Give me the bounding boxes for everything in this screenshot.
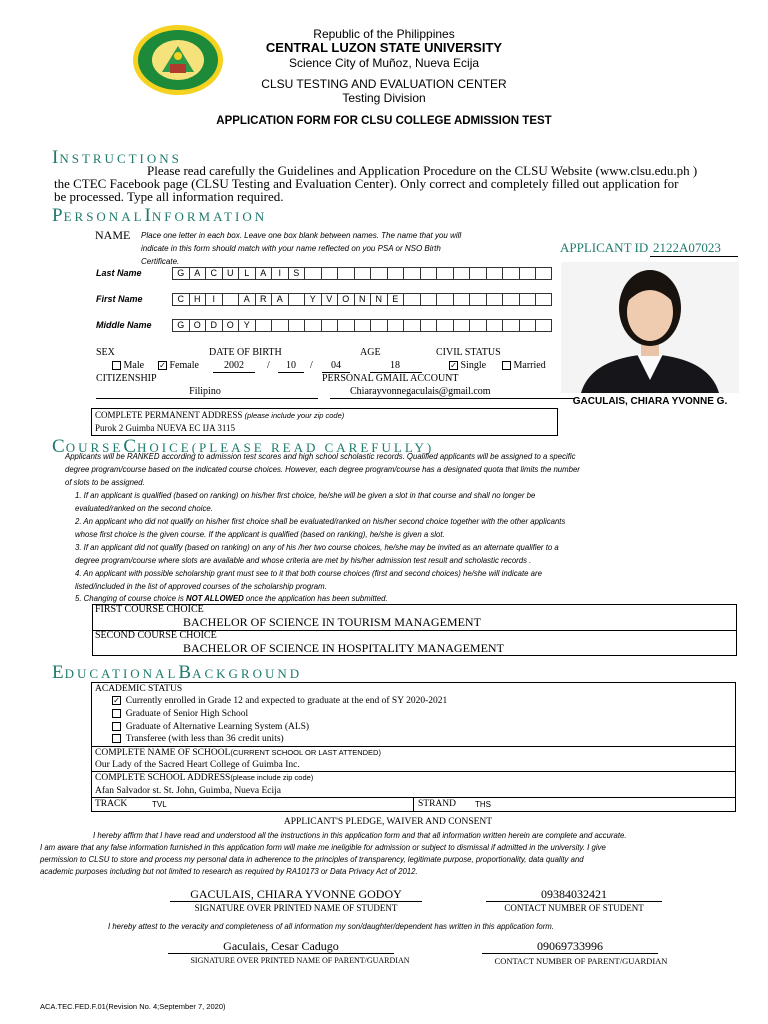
first-name-letter-box[interactable] <box>535 293 552 306</box>
middle-name-letter-box[interactable]: O <box>222 319 239 332</box>
applicant-id-label: APPLICANT ID <box>560 240 649 255</box>
middle-name-label: Middle Name <box>96 320 152 330</box>
applicant-id: 2122A07023 <box>653 240 721 255</box>
middle-name-letter-box[interactable] <box>420 319 437 332</box>
track-value[interactable]: TVL <box>152 800 167 809</box>
strand-label: STRAND <box>418 799 457 809</box>
testing-division: Testing Division <box>342 91 426 105</box>
citizenship-label: CITIZENSHIP <box>96 373 157 384</box>
course-para-1: Applicants will be RANKED according to admission test scores and high school scholastic records. Qualified applicants will be assigned to a specific <box>65 452 576 461</box>
middle-name-letter-box[interactable] <box>453 319 470 332</box>
name-note-3: Certificate. <box>141 257 180 266</box>
course-para-2: degree program/course based on the indicated course choices. However, each degree program/course has a designated quota that limits the number <box>65 465 580 474</box>
student-name[interactable]: GACULAIS, CHIARA YVONNE GODOY <box>190 887 402 901</box>
status-option-2[interactable]: Graduate of Senior High School <box>112 709 248 719</box>
first-name-letter-box[interactable]: A <box>271 293 288 306</box>
middle-name-letter-box[interactable] <box>271 319 288 332</box>
course-rule-3a: 3. If an applicant did not qualify (based on ranking) on any of his /her two course choices, he/she may be invited as an alternate qualifier to a <box>75 543 559 552</box>
last-name-letter-box[interactable]: I <box>271 267 288 280</box>
first-name-letter-box[interactable] <box>486 293 503 306</box>
name-note-2: indicate in this form should match with your name reflected on you PSA or NSO Birth <box>141 244 441 253</box>
civil-status-label: CIVIL STATUS <box>436 347 501 358</box>
instructions-line-1: Please read carefully the Guidelines and Application Procedure on the CLSU Website (www.clsu.edu.ph ) <box>147 163 698 178</box>
instructions-line-3: be processed. Type all information required. <box>54 189 284 204</box>
first-name-letter-box[interactable] <box>420 293 437 306</box>
middle-name-letter-box[interactable] <box>354 319 371 332</box>
strand-value[interactable]: THS <box>475 800 491 809</box>
course-rule-2b: whose first choice is the given course. If the applicant is qualified (based on ranking), he/she is given a slot. <box>75 530 445 539</box>
dob-slash-2: / <box>310 360 313 371</box>
school-name-value[interactable]: Our Lady of the Sacred Heart College of Guimba Inc. <box>95 760 300 770</box>
pledge-line-1: I hereby affirm that I have read and understood all the instructions in this application form and that all information written herein are complete and accurate. <box>93 831 627 840</box>
republic-text: Republic of the Philippines <box>313 27 455 41</box>
first-name-letter-box[interactable] <box>288 293 305 306</box>
parent-contact[interactable]: 09069733996 <box>537 939 603 953</box>
first-name-letter-box[interactable] <box>469 293 486 306</box>
status-option-3[interactable]: Graduate of Alternative Learning System (ALS) <box>112 722 309 732</box>
dob-year[interactable]: 2002 <box>224 360 244 371</box>
pledge-line-3: permission to CLSU to store and process my personal data in adherence to the principles of transparency, legitimate purpose, proportionality, data quality and <box>40 855 584 864</box>
education-heading: EDUCATIONALBACKGROUND <box>52 662 303 683</box>
first-name-letter-box[interactable]: O <box>337 293 354 306</box>
last-name-letter-box[interactable]: A <box>189 267 206 280</box>
pledge-title: APPLICANT'S PLEDGE, WAIVER AND CONSENT <box>283 817 493 827</box>
address-value[interactable]: Purok 2 Guimba NUEVA EC IJA 3115 <box>95 423 236 433</box>
student-contact[interactable]: 09384032421 <box>541 887 607 901</box>
middle-name-letter-box[interactable] <box>387 319 404 332</box>
testing-center: CLSU TESTING AND EVALUATION CENTER <box>261 77 507 91</box>
first-name-letter-box[interactable]: R <box>255 293 272 306</box>
middle-name-letter-box[interactable] <box>535 319 552 332</box>
parent-name[interactable]: Gaculais, Cesar Cadugo <box>223 939 339 953</box>
course-rule-4a: 4. An applicant with possible scholarship grant must see to it that both course choices (first and second choices) he/she will indicate are <box>75 569 542 578</box>
address-label: COMPLETE PERMANENT ADDRESS (please include your zip code) <box>95 410 345 420</box>
last-name-letter-box[interactable] <box>502 267 519 280</box>
sex-male-option[interactable]: Male <box>112 360 144 371</box>
last-name-letter-box[interactable] <box>354 267 371 280</box>
middle-name-letter-box[interactable] <box>255 319 272 332</box>
course-choice-heading: COURSECHOICE(PLEASE READ CAREFULLY) <box>52 436 435 457</box>
last-name-letter-box[interactable] <box>436 267 453 280</box>
middle-name-boxes[interactable] <box>172 319 552 332</box>
first-name-letter-box[interactable]: I <box>205 293 222 306</box>
first-name-letter-box[interactable]: N <box>370 293 387 306</box>
last-name-letter-box[interactable] <box>453 267 470 280</box>
name-label: NAME <box>95 228 131 242</box>
age-label: AGE <box>360 347 381 358</box>
gmail-label: PERSONAL GMAIL ACCOUNT <box>322 373 459 384</box>
last-name-letter-box[interactable]: A <box>255 267 272 280</box>
first-name-letter-box[interactable]: C <box>172 293 189 306</box>
first-name-letter-box[interactable]: N <box>354 293 371 306</box>
last-name-letter-box[interactable]: G <box>172 267 189 280</box>
last-name-letter-box[interactable]: L <box>238 267 255 280</box>
instructions-line-2: the CTEC Facebook page (CLSU Testing and Evaluation Center). Only correct and completely filled out application for <box>54 176 679 191</box>
status-option-4[interactable]: Transferee (with less than 36 credit units) <box>112 734 284 744</box>
last-name-letter-box[interactable]: U <box>222 267 239 280</box>
first-name-letter-box[interactable]: V <box>321 293 338 306</box>
middle-name-letter-box[interactable]: G <box>172 319 189 332</box>
course-rule-4b: listed/included in the list of approved courses of the scholarship program. <box>75 582 327 591</box>
university-city: Science City of Muñoz, Nueva Ecija <box>288 56 480 70</box>
gmail-value[interactable]: Chiarayvonnegaculais@gmail.com <box>350 386 491 397</box>
photo-caption: GACULAIS, CHIARA YVONNE G. <box>572 396 728 407</box>
track-label: TRACK <box>95 799 128 809</box>
first-name-letter-box[interactable]: Y <box>304 293 321 306</box>
second-choice-label: SECOND COURSE CHOICE <box>95 630 217 641</box>
last-name-letter-box[interactable] <box>304 267 321 280</box>
first-name-label: First Name <box>96 294 143 304</box>
middle-name-letter-box[interactable] <box>403 319 420 332</box>
form-code-footer: ACA.TEC.FED.F.01(Revision No. 4;September 7, 2020) <box>40 1002 226 1011</box>
first-name-boxes[interactable] <box>172 293 552 306</box>
course-para-3: of slots to be assigned. <box>65 478 145 487</box>
last-name-letter-box[interactable] <box>337 267 354 280</box>
middle-name-letter-box[interactable]: O <box>189 319 206 332</box>
middle-name-letter-box[interactable] <box>321 319 338 332</box>
academic-status-label: ACADEMIC STATUS <box>95 684 183 694</box>
dob-label: DATE OF BIRTH <box>209 347 282 358</box>
first-name-letter-box[interactable] <box>519 293 536 306</box>
name-note-1: Place one letter in each box. Leave one box blank between names. The name that you will <box>141 231 462 240</box>
course-rule-1a: 1. If an applicant is qualified (based on ranking) on his/her first choice, he/she will be given a slot in that course and shall no longer be <box>75 491 536 500</box>
middle-name-letter-box[interactable] <box>288 319 305 332</box>
first-name-letter-box[interactable] <box>403 293 420 306</box>
student-signature-label: SIGNATURE OVER PRINTED NAME OF STUDENT <box>194 903 398 913</box>
university-name: CENTRAL LUZON STATE UNIVERSITY <box>265 40 503 55</box>
last-name-letter-box[interactable] <box>403 267 420 280</box>
last-name-letter-box[interactable] <box>387 267 404 280</box>
course-rule-1b: evaluated/ranked on the second choice. <box>75 504 213 513</box>
middle-name-letter-box[interactable] <box>502 319 519 332</box>
instructions-heading: INSTRUCTIONS <box>52 147 182 168</box>
middle-name-letter-box[interactable] <box>486 319 503 332</box>
parent-contact-label: CONTACT NUMBER OF PARENT/GUARDIAN <box>494 956 668 966</box>
sex-label: SEX <box>96 347 115 358</box>
last-name-label: Last Name <box>96 268 142 278</box>
last-name-letter-box[interactable]: S <box>288 267 305 280</box>
first-name-letter-box[interactable] <box>502 293 519 306</box>
student-contact-label: CONTACT NUMBER OF STUDENT <box>504 903 644 913</box>
parent-signature-label: SIGNATURE OVER PRINTED NAME OF PARENT/GUARDIAN <box>190 956 410 965</box>
first-name-letter-box[interactable]: E <box>387 293 404 306</box>
middle-name-letter-box[interactable]: Y <box>238 319 255 332</box>
first-choice-value[interactable]: BACHELOR OF SCIENCE IN TOURISM MANAGEMENT <box>183 615 481 629</box>
last-name-letter-box[interactable] <box>486 267 503 280</box>
middle-name-letter-box[interactable] <box>304 319 321 332</box>
dob-day[interactable]: 04 <box>331 360 341 371</box>
middle-name-letter-box[interactable] <box>519 319 536 332</box>
pledge-line-2: I am aware that any false information furnished in this application form will make me ineligible for admission or subject to dismissal if admitted in the university. I give <box>40 843 606 852</box>
first-name-letter-box[interactable]: H <box>189 293 206 306</box>
civil-married-option[interactable]: Married <box>502 360 546 371</box>
school-address-value[interactable]: Afan Salvador st. St. John, Guimba, Nueva Ecija <box>95 786 282 796</box>
last-name-boxes[interactable] <box>172 267 552 280</box>
last-name-letter-box[interactable] <box>420 267 437 280</box>
pledge-line-4: academic purposes including but not limited to research as required by RA10173 or Data Privacy Act of 2012. <box>40 867 418 876</box>
last-name-letter-box[interactable] <box>535 267 552 280</box>
civil-single-option[interactable]: ✓ Single <box>450 360 487 371</box>
dob-slash-1: / <box>267 360 270 371</box>
middle-name-letter-box[interactable] <box>436 319 453 332</box>
citizenship-value[interactable]: Filipino <box>189 386 221 397</box>
age-value[interactable]: 18 <box>390 360 400 371</box>
last-name-letter-box[interactable]: C <box>205 267 222 280</box>
course-rule-2a: 2. An applicant who did not qualify on his/her first choice shall be evaluated/ranked on his/her second choice together with the other applicants <box>75 517 566 526</box>
middle-name-letter-box[interactable] <box>469 319 486 332</box>
dob-month[interactable]: 10 <box>286 360 296 371</box>
school-name-label: COMPLETE NAME OF SCHOOL(CURRENT SCHOOL OR LAST ATTENDED) <box>95 748 381 758</box>
middle-name-letter-box[interactable] <box>337 319 354 332</box>
course-rule-5: 5. Changing of course choice is NOT ALLOWED once the application has been submitted. <box>75 594 388 603</box>
middle-name-letter-box[interactable]: D <box>205 319 222 332</box>
personal-info-heading: PERSONALINFORMATION <box>52 205 268 226</box>
first-name-letter-box[interactable] <box>436 293 453 306</box>
first-name-letter-box[interactable]: A <box>238 293 255 306</box>
school-address-label: COMPLETE SCHOOL ADDRESS(please include zip code) <box>95 773 314 783</box>
last-name-letter-box[interactable] <box>469 267 486 280</box>
first-name-letter-box[interactable] <box>222 293 239 306</box>
last-name-letter-box[interactable] <box>370 267 387 280</box>
last-name-letter-box[interactable] <box>321 267 338 280</box>
middle-name-letter-box[interactable] <box>370 319 387 332</box>
sex-female-option[interactable]: ✓ Female <box>159 360 199 371</box>
course-rule-3b: degree program/course where slots are available and whose criteria are met by his/her admission test result and scholastic records . <box>75 556 532 565</box>
applicant-photo <box>561 262 739 393</box>
status-option-1[interactable]: ✓ Currently enrolled in Grade 12 and expected to graduate at the end of SY 2020-2021 <box>113 696 448 706</box>
last-name-letter-box[interactable] <box>519 267 536 280</box>
first-choice-label: FIRST COURSE CHOICE <box>95 604 204 615</box>
parent-attestation: I hereby attest to the veracity and completeness of all information my son/daughter/dependent has written in this application form. <box>108 922 554 931</box>
second-choice-value[interactable]: BACHELOR OF SCIENCE IN HOSPITALITY MANAGEMENT <box>183 641 504 655</box>
form-title: APPLICATION FORM FOR CLSU COLLEGE ADMISSION TEST <box>216 115 552 127</box>
first-name-letter-box[interactable] <box>453 293 470 306</box>
